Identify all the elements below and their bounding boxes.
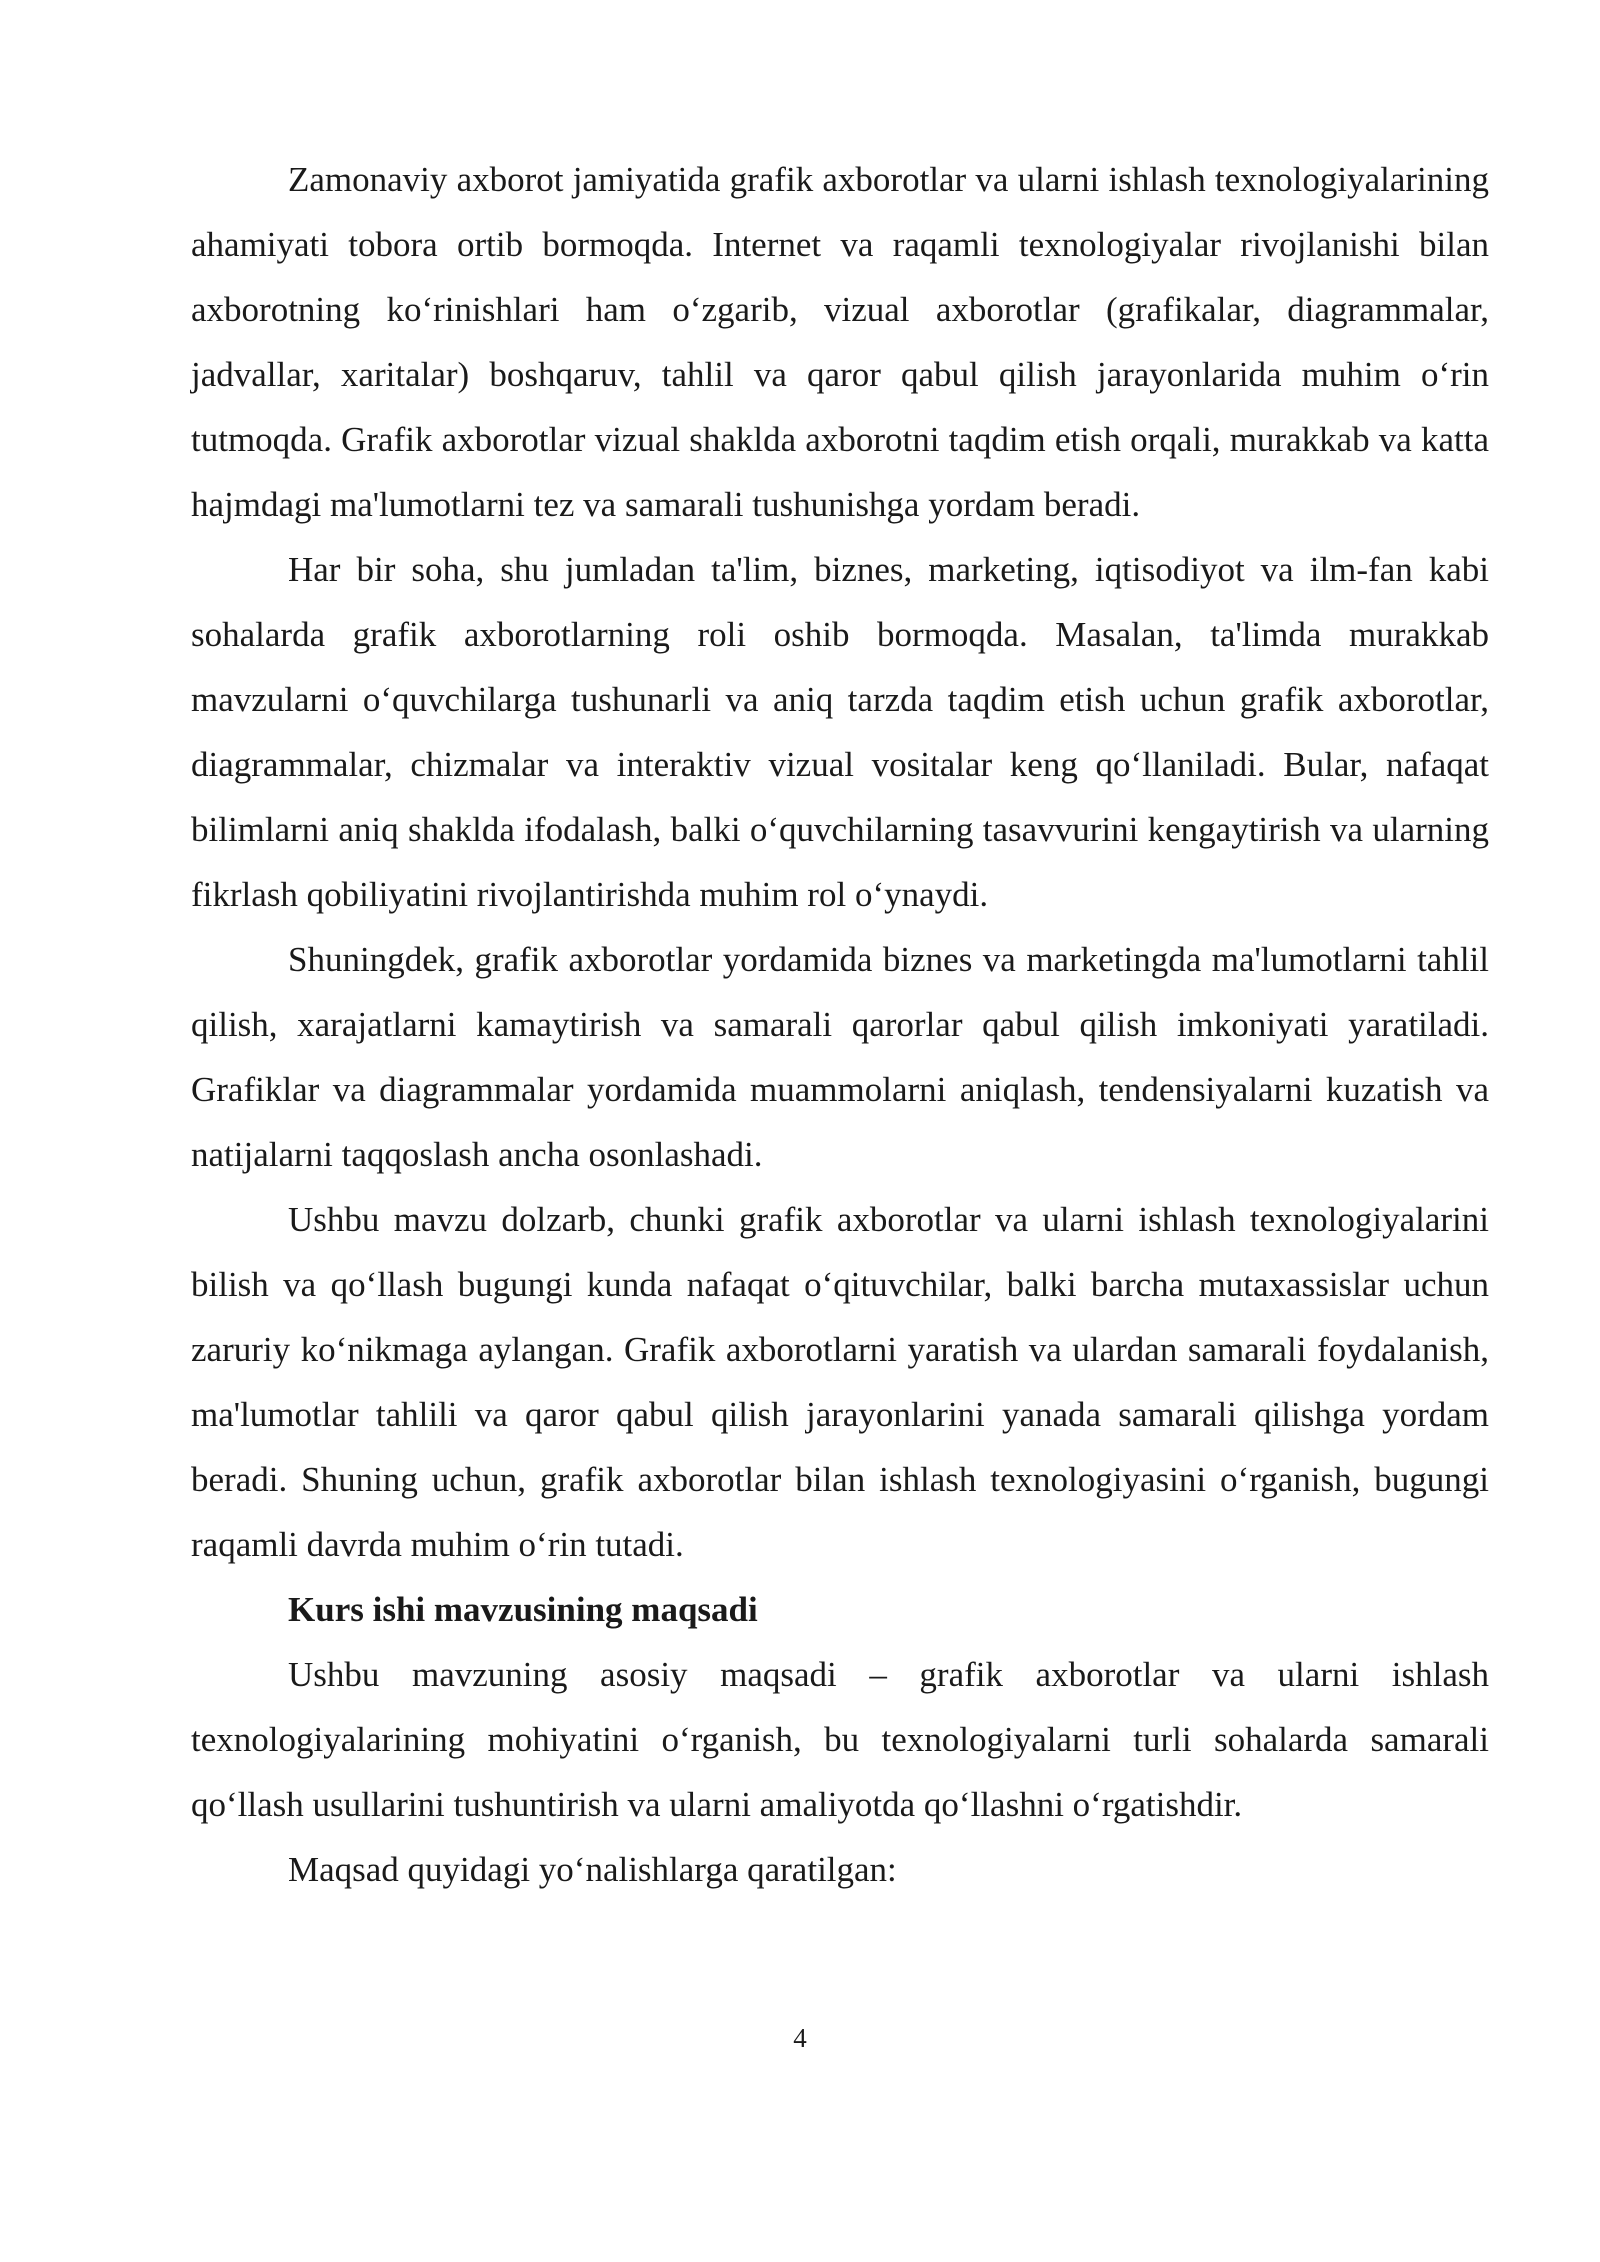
document-page [191, 147, 1489, 1902]
paragraph-directions: Maqsad quyidagi yo‘nalishlarga qaratilgan: [288, 1850, 897, 1889]
paragraph-business: Shuningdek, grafik axborotlar yordamida biznes va marketingda ma'lumotlarni tahlil qilish, xarajatlarni kamaytirish va samarali qarorlar qabul qilish imkoniyati yaratiladi. Grafiklar va diagrammalar yordamida muammolarni aniqlash, tendensiyalarni kuzatish va natijalarni taqqoslash ancha osonlashadi. [191, 940, 1489, 1174]
paragraph-goal: Ushbu mavzuning asosiy maqsadi – grafik axborotlar va ularni ishlash texnologiyalarining mohiyatini o‘rganish, bu texnologiyalarni turli sohalarda samarali qo‘llash usullarini tushuntirish va ularni amaliyotda qo‘llashni o‘rgatishdir. [191, 1655, 1489, 1824]
paragraph-relevance: Ushbu mavzu dolzarb, chunki grafik axborotlar va ularni ishlash texnologiyalarini bilish va qo‘llash bugungi kunda nafaqat o‘qituvchilar, balki barcha mutaxassislar uchun zaruriy ko‘nikmaga aylangan. Grafik axborotlarni yaratish va ulardan samarali foydalanish, ma'lumotlar tahlili va qaror qabul qilish jarayonlarini yanada samarali qilishga yordam beradi. Shuning uchun, grafik axborotlar bilan ishlash texnologiyasini o‘rganish, bugungi raqamli davrda muhim o‘rin tutadi. [191, 1200, 1489, 1564]
paragraph-intro: Zamonaviy axborot jamiyatida grafik axborotlar va ularni ishlash texnologiyalarining ahamiyati tobora ortib bormoqda. Internet va raqamli texnologiyalar rivojlanishi bilan axborotning ko‘rinishlari ham o‘zgarib, vizual axborotlar (grafikalar, diagrammalar, jadvallar, xaritalar) boshqaruv, tahlil va qaror qabul qilish jarayonlarida muhim o‘rin tutmoqda. Grafik axborotlar vizual shaklda axborotni taqdim etish orqali, murakkab va katta hajmdagi ma'lumotlarni tez va samarali tushunishga yordam beradi. [191, 160, 1489, 524]
page-number: 4 [793, 2023, 807, 2053]
paragraph-fields: Har bir soha, shu jumladan ta'lim, biznes, marketing, iqtisodiyot va ilm-fan kabi sohalarda grafik axborotlarning roli oshib bormoqda. Masalan, ta'limda murakkab mavzularni o‘quvchilarga tushunarli va aniq tarzda taqdim etish uchun grafik axborotlar, diagrammalar, chizmalar va interaktiv vizual vositalar keng qo‘llaniladi. Bular, nafaqat bilimlarni aniq shaklda ifodalash, balki o‘quvchilarning tasavvurini kengaytirish va ularning fikrlash qobiliyatini rivojlantirishda muhim rol o‘ynaydi. [191, 550, 1489, 914]
section-heading: Kurs ishi mavzusining maqsadi [288, 1590, 758, 1629]
